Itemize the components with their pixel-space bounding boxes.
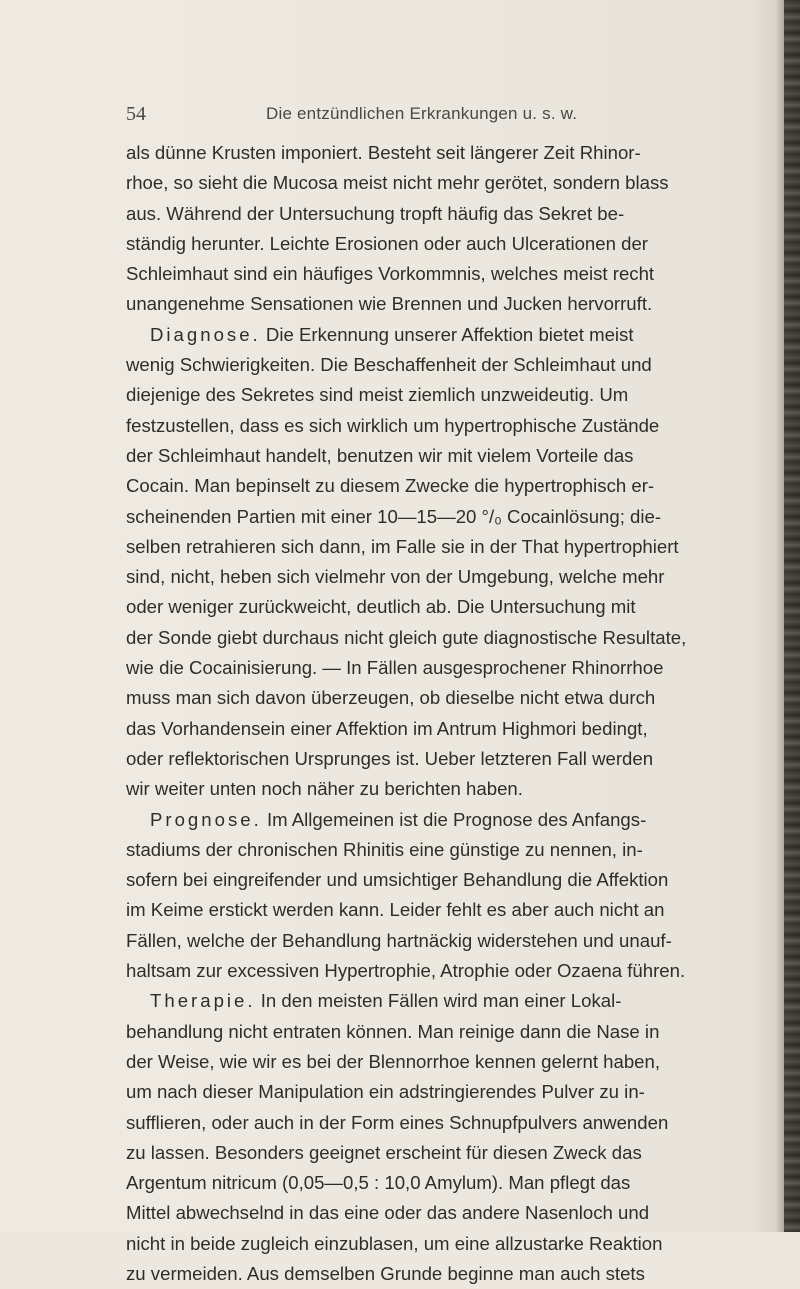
- text-line: sind, nicht, heben sich vielmehr von der Umgebung, welche mehr: [126, 566, 665, 588]
- section-head-diagnose: Diagnose.: [150, 323, 261, 345]
- text-line: unangenehme Sensationen wie Brennen und Jucken hervorruft.: [126, 293, 653, 315]
- text-line-content: Die Erkennung unserer Affektion bietet meist: [265, 323, 634, 345]
- page-number: 54: [126, 103, 146, 125]
- page-header: [126, 103, 716, 129]
- text-line: [126, 320, 726, 350]
- text-line: um nach dieser Manipulation ein adstringierendes Pulver zu in-: [126, 1081, 645, 1103]
- text-line: oder weniger zurückweicht, deutlich ab. Die Untersuchung mit: [126, 596, 636, 618]
- body-text: [126, 138, 726, 1289]
- text-line: selben retrahieren sich dann, im Falle sie in der That hypertrophiert: [126, 535, 679, 557]
- text-line: Argentum nitricum (0,05—0,5 : 10,0 Amylum). Man pflegt das: [126, 1172, 631, 1194]
- text-line: sufflieren, oder auch in der Form eines Schnupfpulvers anwenden: [126, 1111, 669, 1133]
- text-line: der Schleimhaut handelt, benutzen wir mit vielem Vorteile das: [126, 444, 634, 466]
- text-line-content: Im Allgemeinen ist die Prognose des Anfangs-: [266, 808, 647, 830]
- text-line: behandlung nicht entraten können. Man reinige dann die Nase in: [126, 1020, 660, 1042]
- text-line: aus. Während der Untersuchung tropft häufig das Sekret be-: [126, 202, 625, 224]
- text-line: Schleimhaut sind ein häufiges Vorkommnis, welches meist recht: [126, 263, 655, 285]
- text-line: Mittel abwechselnd in das eine oder das andere Nasenloch und: [126, 1202, 650, 1224]
- text-line: der Sonde giebt durchaus nicht gleich gute diagnostische Resultate,: [126, 626, 687, 648]
- text-line: zu lassen. Besonders geeignet erscheint für diesen Zweck das: [126, 1141, 642, 1163]
- text-line: rhoe, so sieht die Mucosa meist nicht mehr gerötet, sondern blass: [126, 172, 669, 194]
- section-head-therapie: Therapie.: [150, 990, 256, 1012]
- text-line: nicht in beide zugleich einzublasen, um eine allzustarke Reaktion: [126, 1232, 663, 1254]
- text-line: [126, 986, 726, 1016]
- text-line: oder reflektorischen Ursprunges ist. Ueber letzteren Fall werden: [126, 747, 654, 769]
- text-line: im Keime erstickt werden kann. Leider fehlt es aber auch nicht an: [126, 899, 665, 921]
- text-line: Cocain. Man bepinselt zu diesem Zwecke die hypertrophisch er-: [126, 475, 655, 497]
- text-line: wie die Cocainisierung. — In Fällen ausgesprochener Rhinorrhoe: [126, 657, 664, 679]
- text-line: haltsam zur excessiven Hypertrophie, Atrophie oder Ozaena führen.: [126, 960, 686, 982]
- page-edge-shadow: [784, 0, 800, 1232]
- text-line: der Weise, wie wir es bei der Blennorrhoe kennen gelernt haben,: [126, 1050, 661, 1072]
- text-line: das Vorhandensein einer Affektion im Antrum Highmori bedingt,: [126, 717, 648, 739]
- text-line: als dünne Krusten imponiert. Besteht seit längerer Zeit Rhinor-: [126, 142, 641, 163]
- text-line: scheinenden Partien mit einer 10—15—20 °/₀ Cocainlösung; die-: [126, 505, 662, 527]
- section-head-prognose: Prognose.: [150, 808, 262, 830]
- text-line-content: In den meisten Fällen wird man einer Lokal-: [260, 990, 622, 1012]
- text-line: ständig herunter. Leichte Erosionen oder auch Ulcerationen der: [126, 232, 648, 254]
- text-line: stadiums der chronischen Rhinitis eine günstige zu nennen, in-: [126, 838, 643, 860]
- text-line: sofern bei eingreifender und umsichtiger Behandlung die Affektion: [126, 869, 669, 891]
- text-line: [126, 805, 726, 835]
- text-line: diejenige des Sekretes sind meist ziemlich unzweideutig. Um: [126, 384, 629, 406]
- text-line: wir weiter unten noch näher zu berichten haben.: [126, 778, 523, 800]
- text-line: muss man sich davon überzeugen, ob dieselbe nicht etwa durch: [126, 687, 656, 709]
- text-line: zu vermeiden. Aus demselben Grunde beginne man auch stets: [126, 1262, 645, 1284]
- text-line: Fällen, welche der Behandlung hartnäckig widerstehen und unauf-: [126, 929, 672, 951]
- running-title: Die entzündlichen Erkrankungen u. s. w.: [266, 104, 578, 123]
- text-line: festzustellen, dass es sich wirklich um hypertrophische Zustände: [126, 414, 660, 436]
- text-line: wenig Schwierigkeiten. Die Beschaffenheit der Schleimhaut und: [126, 354, 652, 376]
